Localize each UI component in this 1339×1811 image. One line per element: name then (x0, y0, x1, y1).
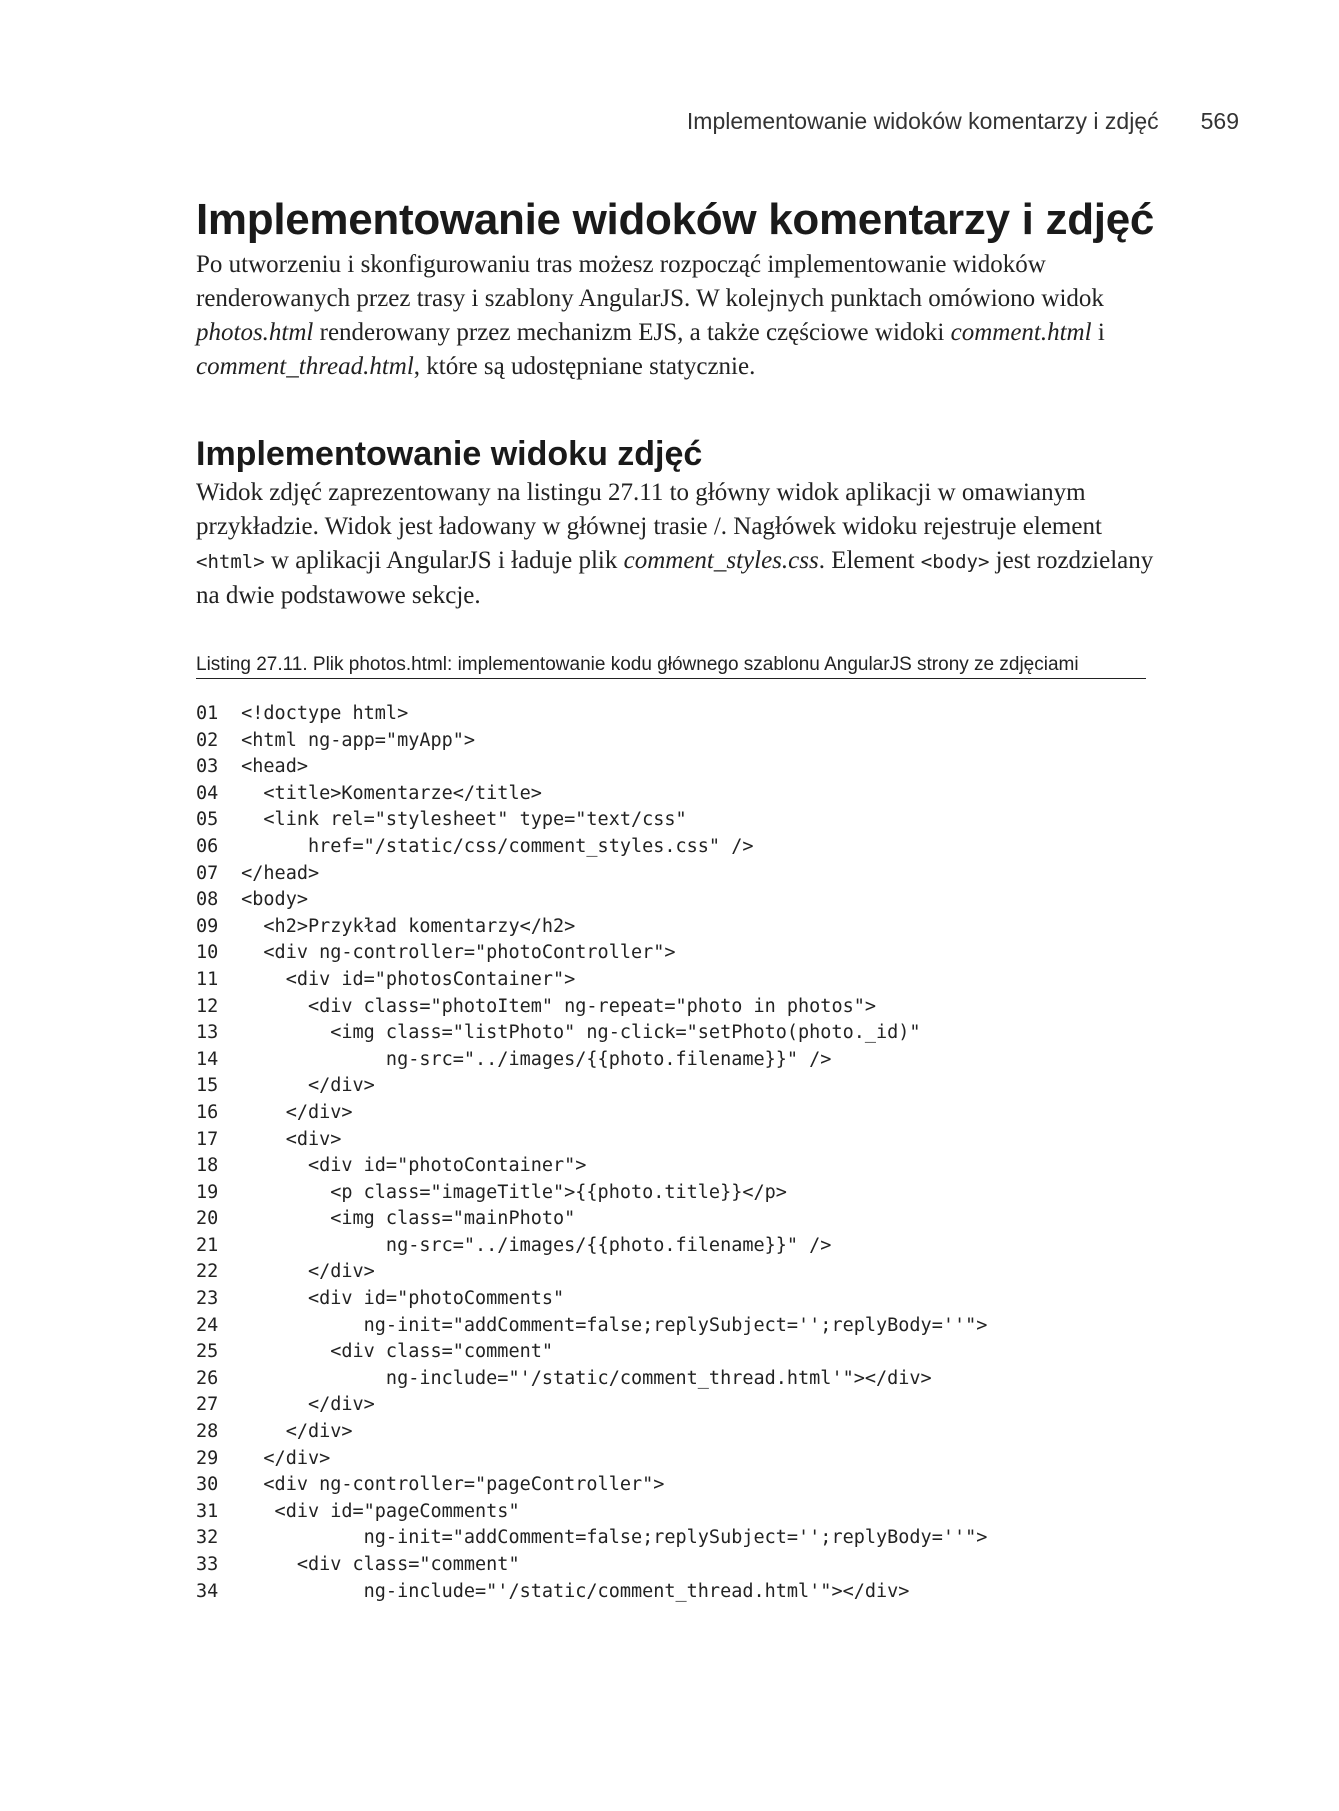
line-number: 25 (196, 1341, 219, 1363)
text-run: renderowany przez mechanizm EJS, a także częściowe widoki (313, 319, 951, 346)
code-line (196, 807, 1156, 834)
running-head-title: Implementowanie widoków komentarzy i zdjęć (686, 108, 1159, 134)
code-text: <h2>Przykład komentarzy</h2> (230, 915, 576, 937)
code-text: </div> (230, 1075, 375, 1097)
line-number: 07 (196, 862, 219, 884)
listing-caption: Listing 27.11. Plik photos.html: implementowanie kodu głównego szablonu AngularJS strony ze zdjęciami (196, 653, 1146, 679)
code-text: </div> (230, 1261, 375, 1283)
code-text: <div class="comment" (230, 1341, 554, 1363)
line-number: 11 (196, 968, 219, 990)
inline-code: <body> (920, 551, 990, 573)
line-number: 02 (196, 729, 219, 751)
text-run: , które są udostępniane statycznie. (413, 353, 756, 380)
line-number: 19 (196, 1181, 219, 1203)
code-text: ng-src="../images/{{photo.filename}}" /> (230, 1234, 832, 1256)
line-number: 15 (196, 1075, 219, 1097)
text-run: Widok zdjęć zaprezentowany na listingu 27.11 to główny widok aplikacji w omawianym przykładzie. Widok jest ładowany w głównej trasie /. Nagłówek widoku rejestruje element (196, 479, 1102, 540)
code-line (196, 887, 1156, 914)
code-text: <div id="photoContainer"> (230, 1155, 587, 1177)
text-run: Po utworzeniu i skonfigurowaniu tras możesz rozpocząć implementowanie widoków renderowanych przez trasy i szablony AngularJS. W kolejnych punktach omówiono widok (196, 251, 1104, 312)
line-number: 08 (196, 889, 219, 911)
code-text: <link rel="stylesheet" type="text/css" (230, 809, 687, 831)
line-number: 20 (196, 1208, 219, 1230)
inline-code: <html> (196, 551, 265, 573)
code-text: ng-init="addComment=false;replySubject='';replyBody=''"> (230, 1527, 988, 1549)
code-line (196, 1259, 1156, 1286)
code-line (196, 861, 1156, 888)
line-number: 16 (196, 1101, 219, 1123)
line-number: 12 (196, 995, 219, 1017)
code-line (196, 1552, 1156, 1579)
code-line (196, 1472, 1156, 1499)
code-line (196, 1366, 1156, 1393)
page-number: 569 (1200, 108, 1239, 134)
intro-paragraph (196, 248, 1156, 384)
line-number: 04 (196, 782, 219, 804)
line-number: 31 (196, 1500, 219, 1522)
line-number: 17 (196, 1128, 219, 1150)
code-line (196, 834, 1156, 861)
code-line (196, 1339, 1156, 1366)
line-number: 29 (196, 1447, 219, 1469)
code-line (196, 1020, 1156, 1047)
italic-term: comment_styles.css (623, 547, 819, 574)
code-text: <div class="comment" (230, 1554, 520, 1575)
subsection-heading: Implementowanie widoku zdjęć (196, 435, 703, 473)
code-line (196, 1579, 1156, 1606)
line-number: 24 (196, 1314, 219, 1336)
code-text: <body> (230, 889, 308, 911)
code-line (196, 1047, 1156, 1074)
code-text: <div id="photoComments" (230, 1288, 565, 1310)
code-line (196, 754, 1156, 781)
italic-term: comment_thread.html (196, 353, 414, 380)
code-line (196, 1313, 1156, 1340)
code-line (196, 1180, 1156, 1207)
code-text: <div ng-controller="pageController"> (230, 1474, 665, 1496)
text-run: . Element (818, 547, 921, 574)
code-line (196, 967, 1156, 994)
line-number: 22 (196, 1261, 219, 1283)
code-line (196, 1153, 1156, 1180)
code-line (196, 914, 1156, 941)
code-line (196, 1100, 1156, 1127)
code-text: href="/static/css/comment_styles.css" /> (230, 835, 754, 857)
italic-term: photos.html (196, 319, 314, 346)
code-text: <title>Komentarze</title> (230, 782, 542, 804)
code-text: <img class="mainPhoto" (230, 1208, 576, 1230)
line-number: 13 (196, 1022, 219, 1044)
code-line (196, 1392, 1156, 1419)
code-line (196, 1233, 1156, 1260)
line-number: 10 (196, 942, 219, 964)
line-number: 32 (196, 1527, 219, 1549)
code-text: <img class="listPhoto" ng-click="setPhoto(photo._id)" (230, 1022, 921, 1044)
running-head (0, 108, 1239, 135)
page-content (196, 192, 1156, 1605)
code-text: <div ng-controller="photoController"> (230, 942, 676, 964)
line-number: 09 (196, 915, 219, 937)
line-number: 05 (196, 809, 219, 831)
code-text: </head> (230, 862, 320, 884)
line-number: 27 (196, 1394, 219, 1416)
line-number: 21 (196, 1234, 219, 1256)
code-line (196, 1073, 1156, 1100)
line-number: 01 (196, 703, 219, 724)
code-text: ng-include="'/static/comment_thread.html'"></div> (230, 1580, 910, 1602)
code-line (196, 1419, 1156, 1446)
code-line (196, 1446, 1156, 1473)
code-line (196, 994, 1156, 1021)
code-line (196, 940, 1156, 967)
text-run: w aplikacji AngularJS i ładuje plik (264, 547, 624, 574)
line-number: 34 (196, 1580, 219, 1602)
text-run: i (1091, 319, 1105, 346)
line-number: 33 (196, 1554, 219, 1575)
code-line (196, 1499, 1156, 1526)
italic-term: comment.html (950, 319, 1092, 346)
code-line (196, 728, 1156, 755)
code-text: <!doctype html> (230, 703, 409, 724)
line-number: 03 (196, 756, 219, 778)
code-text: ng-include="'/static/comment_thread.html'"></div> (230, 1367, 932, 1389)
code-line (196, 781, 1156, 808)
photos-view-paragraph (196, 476, 1156, 613)
code-line (196, 1525, 1156, 1552)
code-line (196, 701, 1156, 728)
text-run: jest rozdzielany na dwie podstawowe sekcje. (196, 547, 1154, 609)
line-number: 06 (196, 835, 219, 857)
code-text: ng-src="../images/{{photo.filename}}" /> (230, 1048, 832, 1070)
code-text: <div class="photoItem" ng-repeat="photo in photos"> (230, 995, 877, 1017)
section-heading: Implementowanie widoków komentarzy i zdjęć (196, 195, 1155, 244)
code-text: </div> (230, 1421, 353, 1443)
code-text: <head> (230, 756, 308, 778)
code-text: <div id="pageComments" (230, 1500, 520, 1522)
code-text: <html ng-app="myApp"> (230, 729, 476, 751)
code-text: ng-init="addComment=false;replySubject='';replyBody=''"> (230, 1314, 988, 1336)
line-number: 30 (196, 1474, 219, 1496)
code-text: </div> (230, 1447, 331, 1469)
code-text: <p class="imageTitle">{{photo.title}}</p> (230, 1181, 787, 1203)
code-text: <div id="photosContainer"> (230, 968, 576, 990)
code-line (196, 1206, 1156, 1233)
line-number: 23 (196, 1288, 219, 1310)
code-text: <div> (230, 1128, 342, 1150)
code-line (196, 1286, 1156, 1313)
line-number: 28 (196, 1421, 219, 1443)
code-text: </div> (230, 1394, 375, 1416)
line-number: 14 (196, 1048, 219, 1070)
code-listing (196, 701, 1156, 1605)
code-line (196, 1127, 1156, 1154)
code-text: </div> (230, 1101, 353, 1123)
line-number: 26 (196, 1367, 219, 1389)
line-number: 18 (196, 1155, 219, 1177)
